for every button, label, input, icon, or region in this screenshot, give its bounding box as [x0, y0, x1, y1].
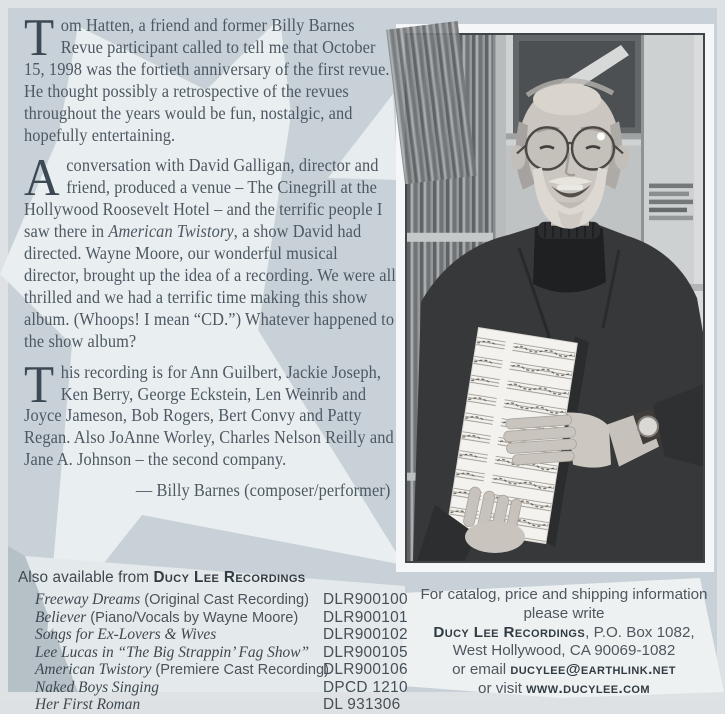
paragraph-2 [24, 149, 396, 352]
paragraph-1-text: om Hatten, a friend and former Billy Barnes Revue participant called to tell me that October 15, 1998 was the fortieth anniversary of the first revue. He thought possibly a retrospective of the revues throughout the years would be fun, nostalgic, and hopefully entertaining. [24, 15, 390, 145]
drop-cap: T [24, 355, 55, 414]
email-prefix: or email [452, 661, 511, 679]
wristwatch [638, 416, 658, 436]
web-prefix: or visit [478, 679, 527, 697]
contact-web-line [406, 680, 722, 699]
album-note: (Original Cast Recording) [144, 592, 309, 608]
website-url: www.ducylee.com [526, 679, 650, 697]
catalog-number: DL 931306 [323, 696, 401, 713]
album-title: Naked Boys Singing [35, 678, 159, 696]
author-attribution: — Billy Barnes (composer/performer) [135, 480, 391, 501]
catalog-row [18, 696, 410, 714]
lens-glint [597, 132, 605, 140]
contact-line-2: please write [523, 604, 605, 622]
photo-mat [396, 24, 714, 572]
catalog-heading-prefix: Also available from [18, 569, 154, 586]
page-inner [8, 8, 717, 713]
paragraph-3 [24, 355, 396, 472]
paragraph-3-text: his recording is for Ann Guilbert, Jackie Joseph, Ken Berry, George Eckstein, Len Weinrib and Joyce Jameson, Bob Rogers, Bert Convy and Patty Regan. Also JoAnne Worley, Charles Nelson Reilly and Jane A. Johnson – the second company. [24, 361, 394, 470]
catalog-heading [18, 569, 410, 587]
catalog-row [18, 679, 410, 697]
contact-info [406, 586, 722, 699]
catalog-number: DPCD 1210 [323, 678, 408, 696]
liner-notes [24, 9, 396, 502]
show-title-italic: American Twistory [108, 221, 234, 242]
album-note: (Piano/Vocals by Wayne Moore) [90, 609, 299, 626]
catalog-number: DLR900105 [323, 643, 408, 661]
album-title: American Twistory [35, 661, 152, 678]
drop-cap: A [24, 149, 60, 208]
brand-name: Ducy Lee Recordings [433, 623, 586, 641]
album-title: Believer [35, 608, 87, 626]
brand-name: Ducy Lee Recordings [153, 569, 306, 586]
catalog-row [18, 626, 410, 644]
catalog-row [18, 591, 410, 609]
paragraph-2-text-cont: , a show David had directed. Wayne Moore, our wonderful musical director, brought up the idea of a recording. We were all thrilled and we had a terrific time making this show album. (Whoops! I mean “CD.”) Whatever happened to the show album? [24, 221, 396, 351]
portrait-photo-billy-barnes [407, 35, 703, 561]
album-title: Freeway Dreams [35, 591, 141, 608]
catalog-row [18, 661, 410, 679]
catalog-number: DLR900106 [323, 661, 408, 678]
catalog-row [18, 609, 410, 627]
album-title: Her First Roman [35, 696, 141, 713]
contact-line-1: For catalog, price and shipping information [420, 586, 708, 603]
catalog-row [18, 644, 410, 662]
contact-email-line [406, 661, 722, 680]
album-note: (Premiere Cast Recording) [155, 662, 329, 678]
po-box: , P.O. Box 1082, [585, 623, 695, 641]
email-address: ducylee@earthlink.net [510, 661, 676, 679]
catalog-section [18, 569, 410, 714]
catalog-number: DLR900102 [323, 626, 408, 643]
album-title: Lee Lucas in “The Big Strappin’ Fag Show” [35, 643, 310, 661]
photo-frame [405, 33, 705, 563]
contact-address-line [406, 624, 722, 643]
drop-cap: T [24, 9, 55, 67]
catalog-number: DLR900100 [323, 591, 408, 608]
contact-city-line: West Hollywood, CA 90069-1082 [452, 642, 676, 660]
paragraph-1 [24, 9, 396, 146]
paragraph-2-text: conversation with David Galligan, director and friend, produced a venue – The Cinegrill at the Hollywood Roosevelt Hotel – and the terrific people I saw there in [24, 155, 383, 242]
album-title: Songs for Ex-Lovers & Wives [35, 626, 217, 643]
catalog-number: DLR900101 [323, 608, 408, 626]
